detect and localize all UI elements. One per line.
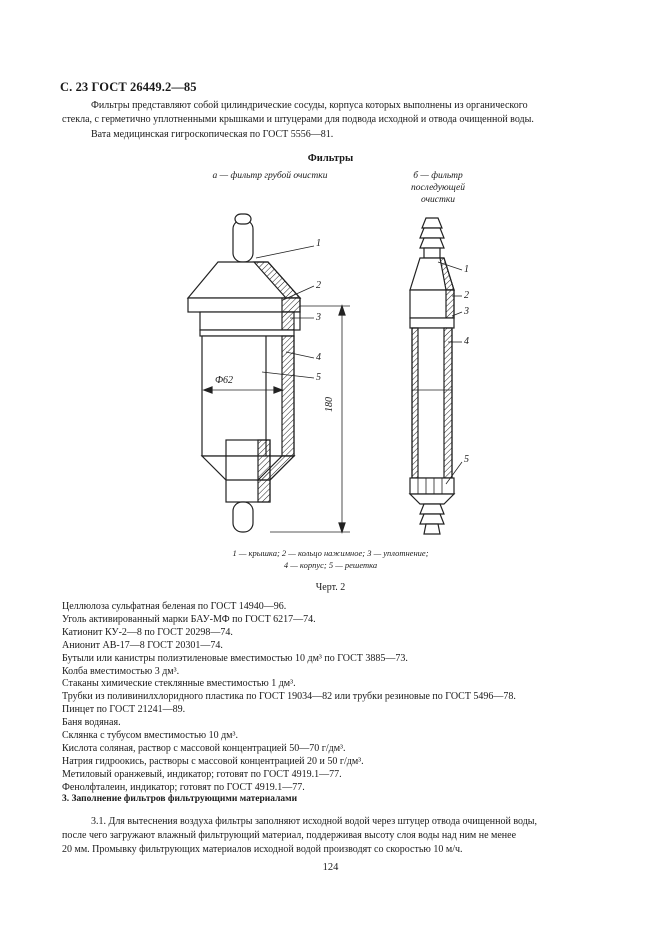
list-item: Катионит КУ-2—8 по ГОСТ 20298—74. [62, 626, 233, 638]
callout-a-4: 4 [316, 352, 321, 363]
page-number: 124 [322, 862, 339, 873]
section-line-3: 20 мм. Промывку фильтрующих материалов исходной водой производят со скоростью 10 м/ч. [62, 844, 463, 855]
legend-line-2: 4 — корпус; 5 — решетка [283, 559, 378, 570]
figure-subtitle-b-line2: последующей [410, 183, 466, 193]
list-item: Целлюлоза сульфатная беленая по ГОСТ 14940—96. [62, 601, 287, 612]
callout-b-5: 5 [464, 454, 469, 465]
list-item: Уголь активированный марки БАУ-МФ по ГОСТ 6217—74. [62, 613, 316, 625]
intro-line-1: Фильтры представляют собой цилиндрические сосуды, корпуса которых выполнены из органического [91, 100, 528, 111]
figure-subtitle-b-line3: очистки [420, 195, 456, 205]
figure-title: Фильтры [307, 153, 354, 164]
list-item: Баня водяная. [62, 717, 121, 729]
intro-line-2: стекла, с герметично уплотненными крышками и штуцерами для подвода исходной и отвода очищенной воды. [62, 114, 534, 125]
section-heading: 3. Заполнение фильтров фильтрующими материалами [62, 794, 298, 804]
intro-line-3: Вата медицинская гигроскопическая по ГОСТ 5556—81. [91, 129, 334, 140]
callout-b-2: 2 [464, 290, 469, 301]
legend-line-1: 1 — крышка; 2 — кольцо нажимное; 3 — уплотнение; [232, 548, 429, 558]
list-item: Трубки из поливинилхлоридного пластика по ГОСТ 19034—82 или трубки резиновые по ГОСТ 5496—78. [62, 691, 516, 703]
list-item: Натрия гидроокись, растворы с массовой концентрацией 20 и 50 г/дм³. [62, 755, 364, 767]
list-item: Колба вместимостью 3 дм³. [62, 665, 180, 677]
list-item: Метиловый оранжевый, индикатор; готовят по ГОСТ 4919.1—77. [62, 768, 342, 780]
callout-a-2: 2 [316, 280, 321, 291]
list-item: Бутыли или канистры полиэтиленовые вместимостью 10 дм³ по ГОСТ 3885—73. [62, 652, 408, 664]
figure-subtitle-b-line1: б — фильтр [413, 171, 463, 181]
section-line-1: 3.1. Для вытеснения воздуха фильтры заполняют исходной водой через штуцер отвода очищенной воды, [91, 816, 538, 827]
list-item: Анионит АВ-17—8 ГОСТ 20301—74. [62, 639, 223, 651]
callout-a-3: 3 [316, 312, 321, 323]
callout-b-3: 3 [464, 306, 469, 317]
callout-a-1: 1 [316, 238, 321, 249]
callout-b-1: 1 [464, 264, 469, 275]
section-line-2: после чего загружают влажный фильтрующий материал, поддерживая высоту слоя воды над ним не менее [62, 830, 517, 841]
figure-subtitle-a: а — фильтр грубой очистки [212, 171, 328, 181]
list-item: Стаканы химические стеклянные вместимостью 1 дм³. [62, 678, 296, 690]
list-item: Пинцет по ГОСТ 21241—89. [62, 704, 186, 716]
filter-b-drawing [410, 218, 462, 534]
page-header: С. 23 ГОСТ 26449.2—85 [60, 80, 197, 94]
callout-b-4: 4 [464, 336, 469, 347]
diameter-label: Ф62 [215, 375, 234, 386]
list-item: Кислота соляная, раствор с массовой концентрацией 50—70 г/дм³. [62, 742, 346, 754]
callout-a-5: 5 [316, 372, 321, 383]
figure-legend [0, 548, 661, 571]
list-item: Склянка с тубусом вместимостью 10 дм³. [62, 730, 239, 742]
height-label: 180 [324, 397, 335, 412]
list-item: Фенолфталеин, индикатор; готовят по ГОСТ 4919.1—77. [62, 781, 305, 793]
figure-caption: Черт. 2 [315, 582, 346, 593]
filter-a-drawing [188, 214, 350, 532]
materials-list [62, 601, 622, 795]
